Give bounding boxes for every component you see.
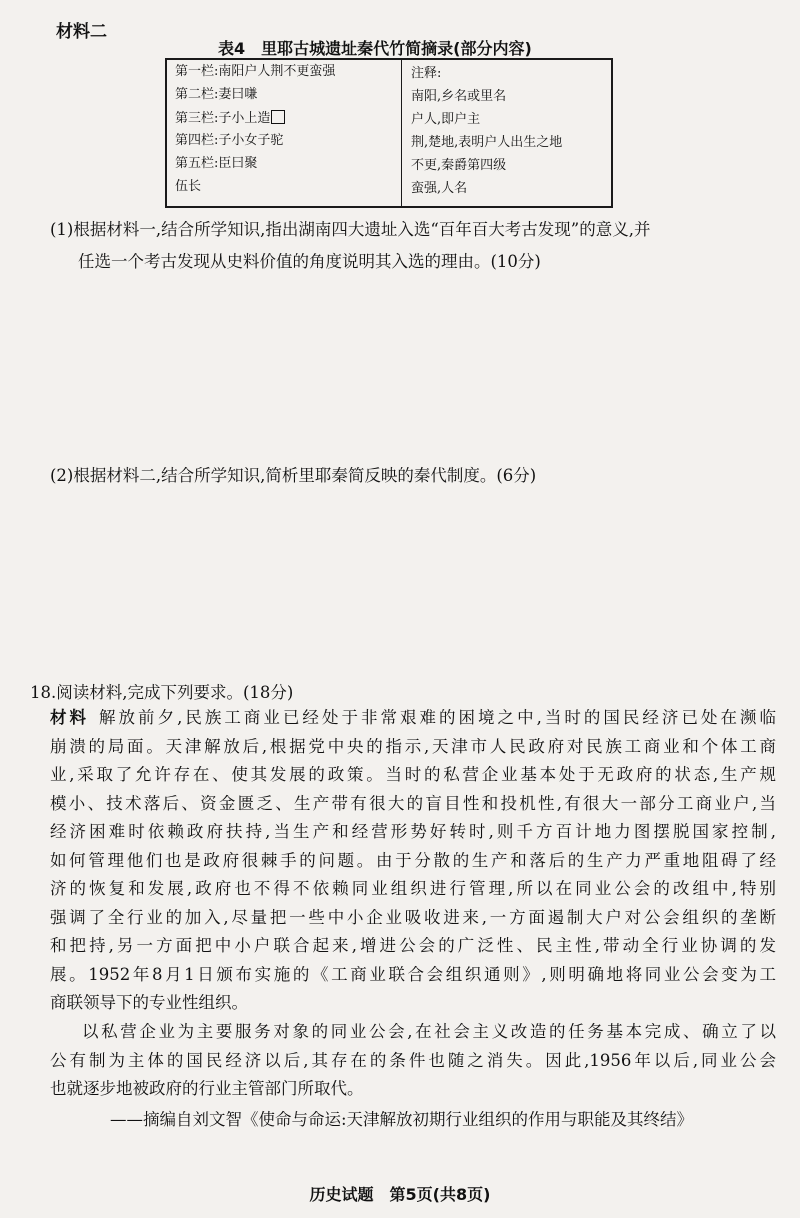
note-line-1: 注释: <box>411 66 442 81</box>
para1-line-5: 经济困难时依赖政府扶持,当生产和经营形势好转时,则千方百计地力图摆脱国家控制, <box>50 822 776 841</box>
source-citation: ——摘编自刘文智《使命与命运:天津解放初期行业组织的作用与职能及其终结》 <box>110 1110 694 1129</box>
slip-line-5: 第五栏:臣曰聚 <box>175 156 258 171</box>
note-line-5: 不更,秦爵第四级 <box>411 158 507 173</box>
bamboo-slip-table <box>165 58 613 208</box>
slip-line-1: 第一栏:南阳户人荆不更蛮强 <box>175 64 336 79</box>
table-divider <box>401 60 402 206</box>
para1-line-2: 崩溃的局面。天津解放后,根据党中央的指示,天津市人民政府对民族工商业和个体工商 <box>50 736 776 756</box>
para1-line-11: 商联领导下的专业性组织。 <box>50 993 248 1012</box>
para2-line-2: 公有制为主体的国民经济以后,其存在的条件也随之消失。因此,1956年以后,同业公会 <box>50 1050 776 1070</box>
para1-line-1-text: 解放前夕,民族工商业已经处于非常艰难的困境之中,当时的国民经济已处在濒临 <box>99 708 776 727</box>
table-caption: 表4 里耶古城遗址秦代竹简摘录(部分内容) <box>218 39 532 58</box>
question-1-line-1: (1)根据材料一,结合所学知识,指出湖南四大遗址入选“百年百大考古发现”的意义,并 <box>50 220 651 239</box>
para1-line-8: 强调了全行业的加入,尽量把一些中小企业吸收进来,一方面遏制大户对公会组织的垄断 <box>50 907 776 927</box>
para1-line-10: 展。1952年8月1日颁布实施的《工商业联合会组织通则》,则明确地将同业公会变为工 <box>50 964 776 984</box>
para1-line-7: 济的恢复和发展,政府也不得不依赖同业组织进行管理,所以在同业公会的改组中,特别 <box>50 879 776 898</box>
slip-line-6: 伍长 <box>175 179 202 194</box>
question-2: (2)根据材料二,结合所学知识,简析里耶秦简反映的秦代制度。(6分) <box>50 466 537 485</box>
para1-line-3: 业,采取了允许存在、使其发展的政策。当时的私营企业基本处于无政府的状态,生产规 <box>50 765 776 784</box>
para2-line-1: 以私营企业为主要服务对象的同业公会,在社会主义改造的任务基本完成、确立了以 <box>82 1022 776 1041</box>
slip-line-4: 第四栏:子小女子驼 <box>175 133 284 148</box>
note-line-4: 荆,楚地,表明户人出生之地 <box>411 135 563 150</box>
para1-line-6: 如何管理他们也是政府很棘手的问题。由于分散的生产和落后的生产力严重地阻碍了经 <box>50 850 776 870</box>
slip-line-3-text: 第三栏:子小上造 <box>175 111 271 126</box>
question-18-heading: 18.阅读材料,完成下列要求。(18分) <box>30 683 294 702</box>
question-1-line-2: 任选一个考古发现从史料价值的角度说明其入选的理由。(10分) <box>78 252 541 271</box>
missing-character-square <box>271 110 285 124</box>
para1-line-1 <box>50 704 776 733</box>
para2-line-3: 也就逐步地被政府的行业主管部门所取代。 <box>50 1079 364 1098</box>
slip-line-3 <box>175 110 285 127</box>
note-line-3: 户人,即户主 <box>411 112 481 127</box>
note-line-6: 蛮强,人名 <box>411 181 468 196</box>
note-line-2: 南阳,乡名或里名 <box>411 89 507 104</box>
slip-line-2: 第二栏:妻曰嗛 <box>175 87 258 102</box>
material-label: 材料二 <box>56 22 107 42</box>
page-footer: 历史试题 第5页(共8页) <box>309 1185 491 1204</box>
para1-line-9: 和把持,另一方面把中小户联合起来,增进公会的广泛性、民主性,带动全行业协调的发 <box>50 936 776 955</box>
para1-line-4: 模小、技术落后、资金匮乏、生产带有很大的盲目性和投机性,有很大一部分工商业户,当 <box>50 793 776 813</box>
material-tag: 材料 <box>50 708 90 727</box>
